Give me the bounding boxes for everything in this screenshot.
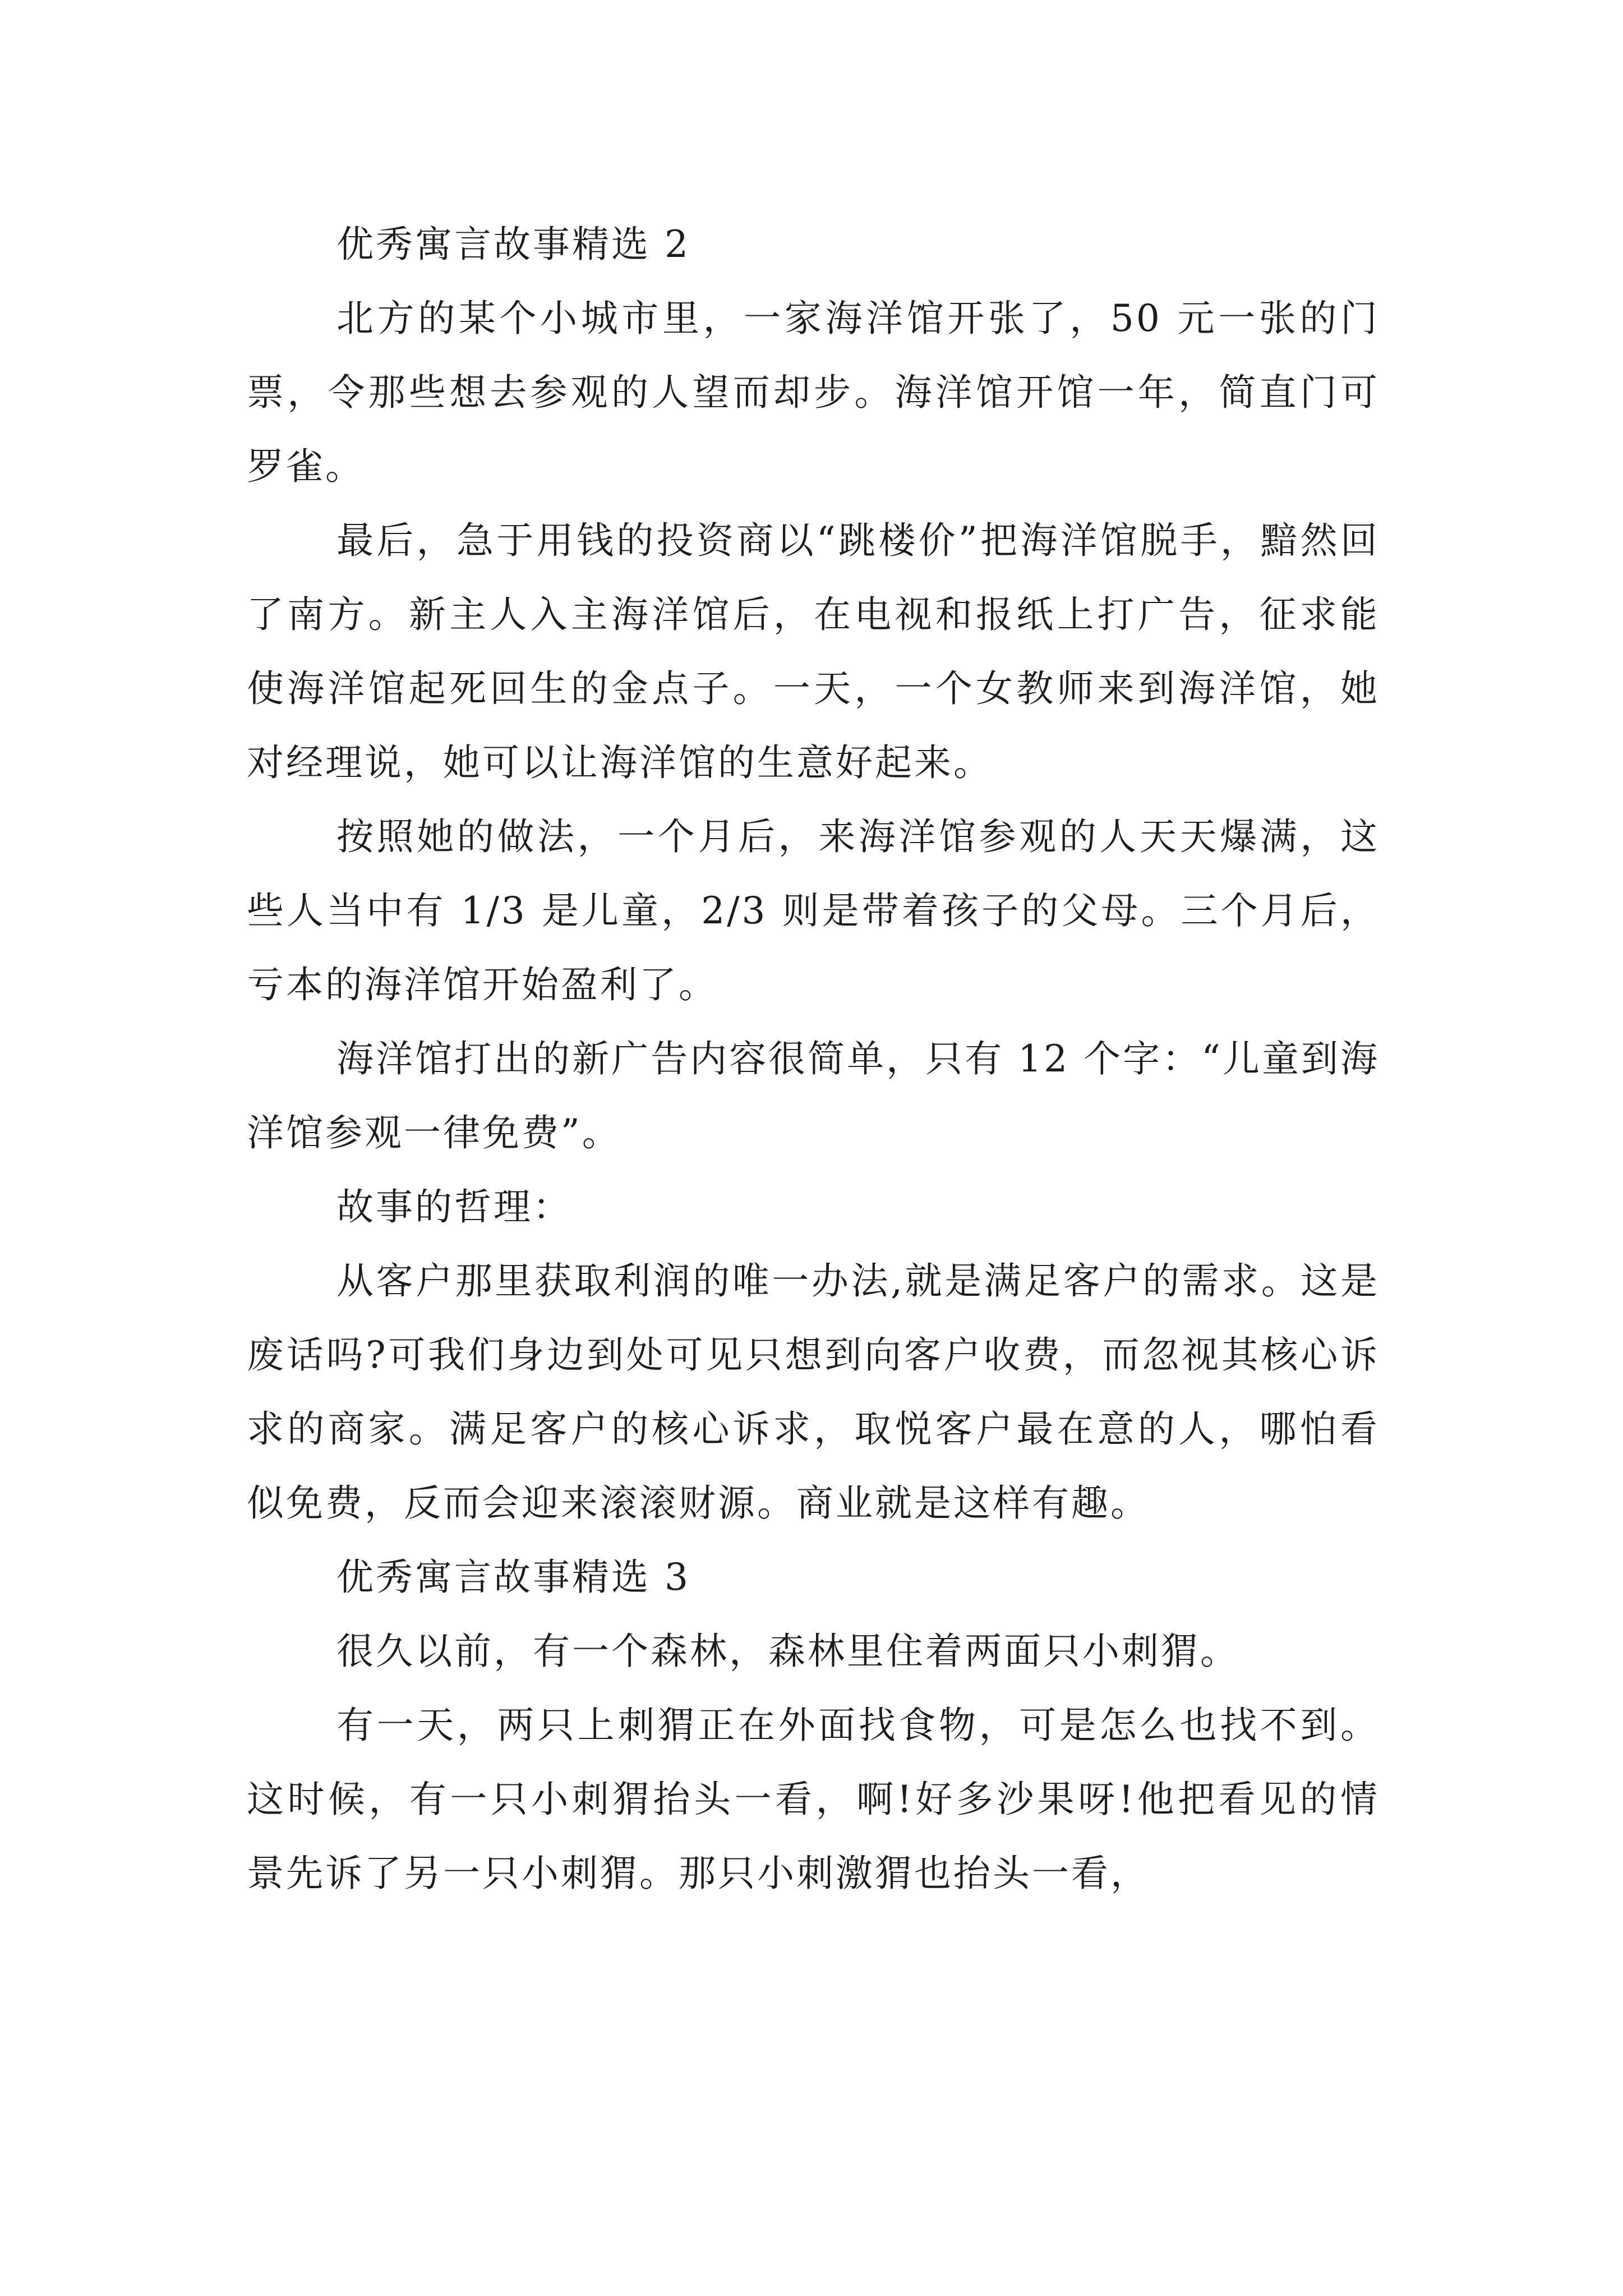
paragraph: 最后，急于用钱的投资商以“跳楼价”把海洋馆脱手，黯然回了南方。新主人入主海洋馆后，在电视和报纸上打广告，征求能使海洋馆起死回生的金点子。一天，一个女教师来到海洋馆，她对经理说，她可以让海洋馆的生意好起来。 — [247, 519, 1380, 784]
paragraph: 有一天，两只上刺猬正在外面找食物，可是怎么也找不到。这时候，有一只小刺猬抬头一看，啊!好多沙果呀!他把看见的情景先诉了另一只小刺猬。那只小刺激猬也抬头一看， — [247, 1704, 1380, 1895]
document-body — [247, 208, 1380, 1911]
paragraph: 北方的某个小城市里，一家海洋馆开张了，50 元一张的门票，令那些想去参观的人望而却步。海洋馆开馆一年，简直门可罗雀。 — [247, 297, 1380, 488]
section-heading: 优秀寓言故事精选 2 — [336, 223, 690, 266]
subheading: 故事的哲理： — [336, 1185, 572, 1228]
section-heading: 优秀寓言故事精选 3 — [336, 1556, 690, 1599]
paragraph: 海洋馆打出的新广告内容很简单，只有 12 个字：“儿童到海洋馆参观一律免费”。 — [247, 1037, 1380, 1154]
paragraph: 很久以前，有一个森林，森林里住着两面只小刺猬。 — [336, 1630, 1239, 1673]
paragraph: 按照她的做法，一个月后，来海洋馆参观的人天天爆满，这些人当中有 1/3 是儿童，2/3 则是带着孩子的父母。三个月后，亏本的海洋馆开始盈利了。 — [247, 815, 1380, 1006]
paragraph: 从客户那里获取利润的唯一办法,就是满足客户的需求。这是废话吗?可我们身边到处可见只想到向客户收费，而忽视其核心诉求的商家。满足客户的核心诉求，取悦客户最在意的人，哪怕看似免费，反而会迎来滚滚财源。商业就是这样有趣。 — [247, 1259, 1380, 1525]
